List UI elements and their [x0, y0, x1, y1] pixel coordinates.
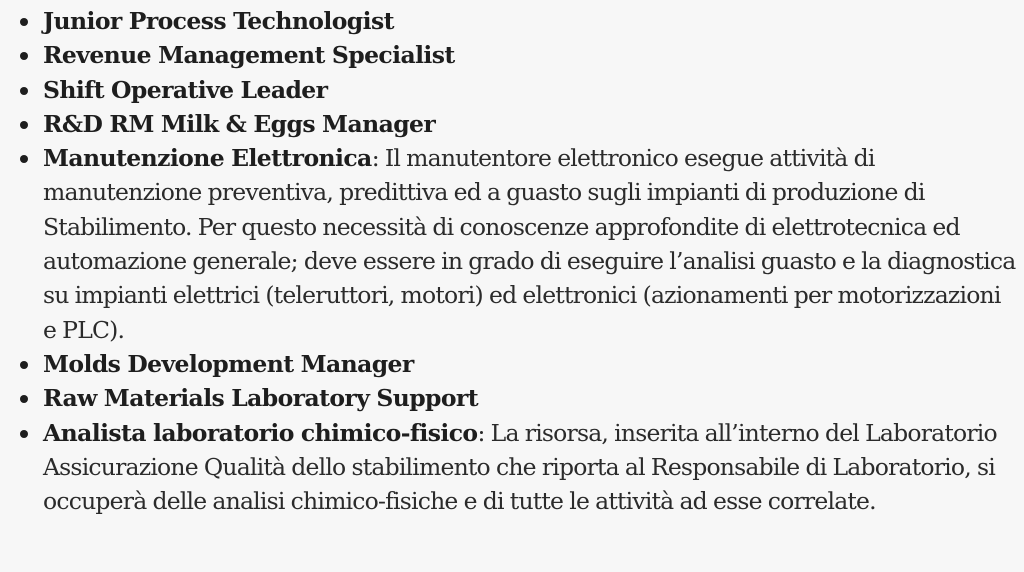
- list-item: [43, 381, 1018, 415]
- bullet-icon: [20, 87, 28, 95]
- job-title: Shift Operative Leader: [43, 75, 328, 104]
- bullet-icon: [20, 430, 28, 438]
- job-list: [43, 4, 1018, 518]
- job-title: R&D RM Milk & Eggs Manager: [43, 109, 436, 138]
- bullet-icon: [20, 395, 28, 403]
- bullet-icon: [20, 52, 28, 60]
- job-title: Analista laboratorio chimico-fisico: [43, 418, 478, 447]
- bullet-icon: [20, 361, 28, 369]
- job-title: Manutenzione Elettronica: [43, 144, 372, 173]
- list-item: [43, 4, 1018, 38]
- job-title: Revenue Management Specialist: [43, 41, 455, 70]
- job-description: : La risorsa, inserita all’interno del Laboratorio Assicurazione Qualità dello stabilimento che riporta al Responsabile di Laboratorio, si occuperà delle analisi chimico-fisiche e di tutte le attività ad esse correlate.: [43, 418, 997, 516]
- job-description: : Il manutentore elettronico esegue attività di manutenzione preventiva, predittiva ed a guasto sugli impianti di produzione di Stabilimento. Per questo necessità di conoscenze approfondite di elettrotecnica ed automazione generale; deve essere in grado di eseguire l’analisi guasto e la diagnostica su impianti elettrici (teleruttori, motori) ed elettronici (azionamenti per motorizzazioni e PLC).: [43, 144, 1016, 344]
- list-item: [43, 347, 1018, 381]
- bullet-icon: [20, 155, 28, 163]
- list-item: [43, 416, 1018, 519]
- bullet-icon: [20, 121, 28, 129]
- list-item: [43, 38, 1018, 72]
- job-title: Junior Process Technologist: [43, 7, 394, 35]
- job-title: Raw Materials Laboratory Support: [43, 384, 478, 413]
- list-item: [43, 141, 1018, 347]
- list-item: [43, 73, 1018, 107]
- bullet-icon: [20, 18, 28, 26]
- job-title: Molds Development Manager: [43, 349, 414, 378]
- list-item: [43, 107, 1018, 141]
